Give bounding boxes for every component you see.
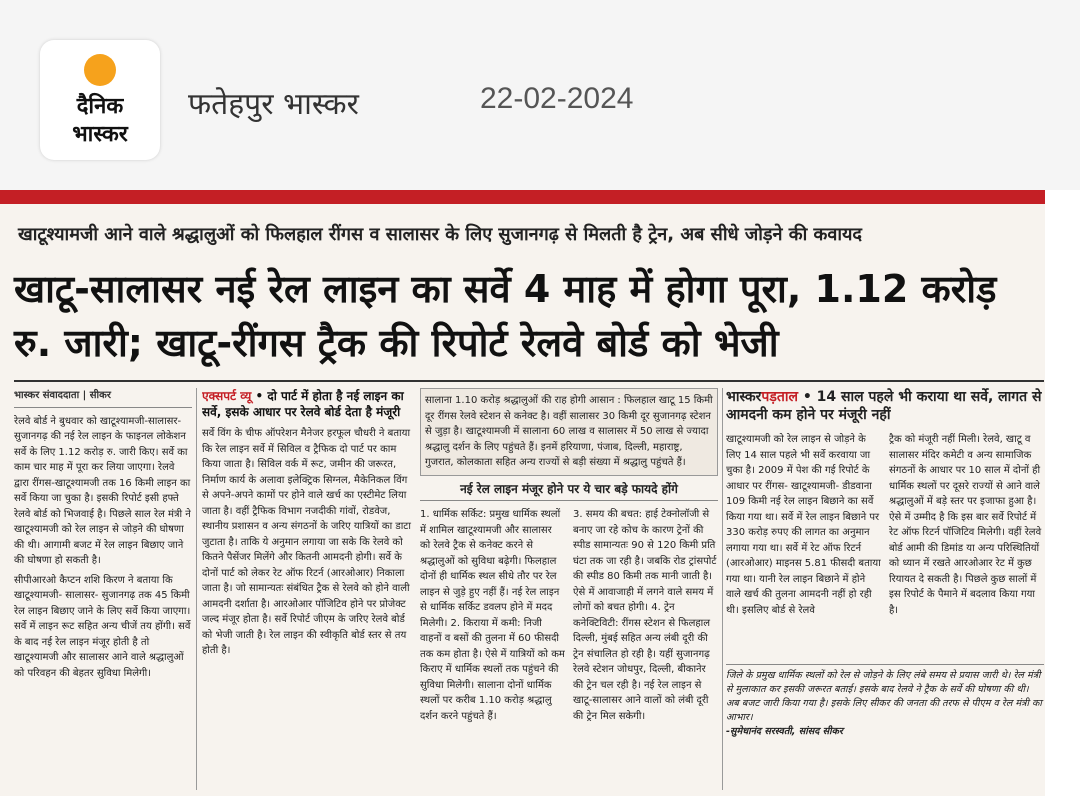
post-header bbox=[0, 0, 1080, 190]
column-4 bbox=[726, 388, 1044, 790]
sun-icon bbox=[84, 54, 116, 86]
padtal-tag-b: पड़ताल bbox=[761, 389, 798, 405]
mp-quote bbox=[726, 664, 1044, 739]
logo-line-2: भास्कर bbox=[72, 121, 128, 147]
expert-head: दो पार्ट में होता है नई लाइन का सर्वे, इसके आधार पर रेलवे बोर्ड देता है मंजूरी bbox=[202, 389, 404, 419]
edition-date: 22-02-2024 bbox=[480, 82, 634, 115]
benefits-right: 3. समय की बचत: हाई टेक्नोलॉजी से बनाए जा रहे कोच के कारण ट्रेनों की स्पीड सामान्यतः 90 से 120 किमी प्रति घंटा तक जा रही है। जबकि रोड ट्रांसपोर्ट की स्पीड 80 किमी तक मानी जाती है। ऐसे में आवाजाही में लगने वाले समय में लोगों को बचत होगी। 4. ट्रेन कनेक्टिविटी: रींगस स्टेशन से फिलहाल दिल्ली, मुंबई सहित अन्य लंबी दूरी की ट्रेन संचालित हो रही है। यहीं सुजानगढ़ रेलवे स्टेशन जोधपुर, दिल्ली, बीकानेर की ट्रेन चल रही है। नई रेल लाइन से खाटू-सालासर आने वालों को लंबी दूरी की ट्रेन मिल सकेगी। bbox=[573, 509, 717, 722]
expert-view-heading: एक्सपर्ट व्यू • दो पार्ट में होता है नई लाइन का सर्वे, इसके आधार पर रेलवे बोर्ड देता है मंजूरी bbox=[202, 389, 404, 419]
column-2 bbox=[202, 388, 416, 790]
expert-tag: एक्सपर्ट व्यू bbox=[202, 389, 252, 403]
quote-author: -सुमेधानंद सरस्वती, सांसद सीकर bbox=[726, 726, 843, 737]
byline: भास्कर संवाददाता | सीकर bbox=[14, 388, 192, 408]
article-kicker: खाटूश्यामजी आने वाले श्रद्धालुओं को फिलहाल रींगस व सालासर के लिए सुजानगढ़ से मिलती है ट्रेन, अब सीधे जोड़ने की कवायद bbox=[18, 224, 862, 245]
col1-paragraph-2: सीपीआरओ कैप्टन शशि किरण ने बताया कि खाटूश्यामजी- सालासर- सुजानगढ़ तक 45 किमी रेल लाइन बिछाए जाने के लिए सर्वे किया जाएगा। सर्वे में लाइन रूट सहित अन्य चीजें तय होंगी। सर्वे के बाद नई रेल लाइन मंजूर होती है तो खाटूश्यामजी और सालासर आने वाले श्रद्धालुओं को परिवहन की बेहतर सुविधा मिलेगी। bbox=[14, 574, 191, 679]
newspaper-top-strip bbox=[0, 190, 1045, 204]
dainik-bhaskar-logo[interactable] bbox=[40, 40, 160, 160]
headline-divider bbox=[14, 380, 1044, 382]
pilgrim-box: सालाना 1.10 करोड़ श्रद्धालुओं की राह होगी आसान : फिलहाल खाटू 15 किमी दूर रींगस रेलवे स्टेशन से कनेक्ट है। वहीं सालासर 30 किमी दूर सुजानगढ़ स्टेशन से जुड़ा है। खाटूश्यामजी में सालाना 60 लाख व सालासर में 50 लाख से ज्यादा श्रद्धालु दर्शन के लिए पहुंचते हैं। इनमें हरियाणा, पंजाब, दिल्ली, महाराष्ट्र, गुजरात, कोलकाता सहित अन्य राज्यों से बड़ी संख्या में श्रद्धालु पहुंचते हैं। bbox=[420, 388, 718, 476]
column-3 bbox=[420, 388, 718, 790]
benefits-left: 1. धार्मिक सर्किट: प्रमुख धार्मिक स्थलों में शामिल खाटूश्यामजी और सालासर को रेलवे ट्रैक से कनेक्ट करने से श्रद्धालुओं को सुविधा बढ़ेगी। फिलहाल दोनों ही धार्मिक स्थल सीधे तौर पर रेल लाइन से जुड़े हुए नहीं हैं। नई रेल लाइन से धार्मिक सर्किट डवलप होने में मदद मिलेगी। 2. किराया में कमी: निजी वाहनों व बसों की तुलना में 60 फीसदी तक कम होता है। ऐसे में यात्रियों को कम किराए में धार्मिक स्थलों तक पहुंचने की सुविधा मिलेगी। सालाना दोनों धार्मिक स्थलों पर करीब 1.10 करोड़ श्रद्धालु दर्शन करने पहुंचते हैं। bbox=[420, 509, 565, 722]
quote-text: जिले के प्रमुख धार्मिक स्थलों को रेल से जोड़ने के लिए लंबे समय से प्रयास जारी थे। रेल मंत्री से मुलाकात कर इसकी जरूरत बताई। इसके बाद रेलवे ने ट्रैक के सर्वे की घोषणा की थी। अब बजट जारी किया गया है। इसके लिए सीकर की जनता की तरफ से पीएम व रेल मंत्री का आभार। bbox=[726, 670, 1042, 723]
padtal-heading: भास्करपड़ताल • 14 साल पहले भी कराया था सर्वे, लागत से आमदनी कम होने पर मंजूरी नहीं bbox=[726, 389, 1042, 423]
col1-paragraph-1: रेलवे बोर्ड ने बुधवार को खाटूश्यामजी-सालासर- सुजानगढ़ की नई रेल लाइन के फाइनल लोकेशन सर्वे के लिए 1.12 करोड़ रु. जारी किए। सर्वे का काम चार माह में पूरा कर लिया जाएगा। रेलवे द्वारा रींगस-खाटूश्यामजी तक 16 किमी लाइन का सर्वे किया जा चुका है। इसकी रिपोर्ट इसी हफ्ते रेलवे बोर्ड को भिजवाई है। पिछले साल रेल मंत्री ने खाटूश्यामजी को रेल लाइन से जोड़ने की घोषणा की थी। आगामी बजट में रेल लाइन बिछाए जाने की घोषणा हो सकती है। bbox=[14, 415, 191, 566]
logo-line-1: दैनिक bbox=[76, 93, 124, 119]
col2-text: सर्वे विंग के चीफ ऑपरेशन मैनेजर हरफूल चौधरी ने बताया कि रेल लाइन सर्वे में सिविल व ट्रैफिक दो पार्ट पर काम किया जाता है। सिविल वर्क में रूट, जमीन की जरूरत, निर्माण कार्य के अलावा इलेक्ट्रिक सिग्नल, मैकेनिकल विंग से अपने-अपने कामों पर होने वाले खर्च का एस्टीमेट लिया जाता है। वहीं ट्रैफिक विभाग नजदीकी गांवों, रोडवेज, स्थानीय प्रशासन व अन्य संगठनों के जरिए यात्रियों का डाटा जुटाता है। ताकि ये अनुमान लगाया जा सके कि रेलवे को कितने पैसेंजर मिलेंगे और कितनी आमदनी होगी। सर्वे के दोनों पार्ट को लेकर रेट ऑफ रिटर्न (आरओआर) निकाला जाता है। जो सामान्यतः संबंधित ट्रैक से रेलवे को होने वाली आमदनी दर्शाता है। आरओआर पॉजिटिव होने पर प्रोजेक्ट जल्द मंजूर होता है। सर्वे रिपोर्ट जीएम के जरिए रेलवे बोर्ड को भेजी जाती है। रेल लाइन की स्वीकृति बोर्ड स्तर से तय होती है। bbox=[202, 428, 411, 656]
column-divider bbox=[722, 388, 723, 790]
column-1 bbox=[14, 388, 192, 790]
benefits-heading: नई रेल लाइन मंजूर होने पर ये चार बड़े फायदे होंगे bbox=[420, 482, 718, 502]
col4-right-text: ट्रैक को मंजूरी नहीं मिली। रेलवे, खाटू व सालासर मंदिर कमेटी व अन्य सामाजिक संगठनों के आधार पर 10 साल में दोनों ही धार्मिक स्थलों पर दूसरे राज्यों से आने वाले श्रद्धालुओं में बड़े स्तर पर इजाफा हुआ है। ऐसे में उम्मीद है कि इस बार सर्वे रिपोर्ट में रेट ऑफ रिटर्न पॉजिटिव मिलेगी। वहीं रेलवे बोर्ड आमी की डिमांड या अन्य परिस्थितियों को ध्यान में रखते आरओआर रेट में कुछ रियायत दे सकती है। पिछले कुछ सालों में इस रिपोर्ट के पैमाने में बदलाव किया गया है। bbox=[889, 434, 1042, 616]
padtal-head: 14 साल पहले भी कराया था सर्वे, लागत से आमदनी कम होने पर मंजूरी नहीं bbox=[726, 389, 1042, 423]
edition-title: फतेहपुर भास्कर bbox=[188, 87, 359, 122]
col4-left-text: खाटूश्यामजी को रेल लाइन से जोड़ने के लिए 14 साल पहले भी सर्वे करवाया जा चुका है। 2009 में पेश की गई रिपोर्ट के आधार पर रींगस- खाटूश्यामजी- डीडवाना 109 किमी नई रेल लाइन बिछाने का सर्वे किया गया था। सर्वे में रेल लाइन बिछाने पर 330 करोड़ रुपए की लागत का अनुमान लगाया गया था। सर्वे में रेट ऑफ रिटर्न (आरओआर) माइनस 5.81 फीसदी बताया गया था। यानी रेल लाइन बिछाने में होने वाले खर्च की तुलना आमदनी नहीं हो रही थी। इसलिए बोर्ड से रेलवे bbox=[726, 434, 881, 616]
article-headline: खाटू-सालासर नई रेल लाइन का सर्वे 4 माह में होगा पूरा, 1.12 करोड़ रु. जारी; खाटू-रींगस ट्रैक की रिपोर्ट रेलवे बोर्ड को भेजी bbox=[14, 267, 997, 365]
padtal-tag-a: भास्कर bbox=[726, 389, 762, 405]
column-divider bbox=[196, 388, 197, 790]
